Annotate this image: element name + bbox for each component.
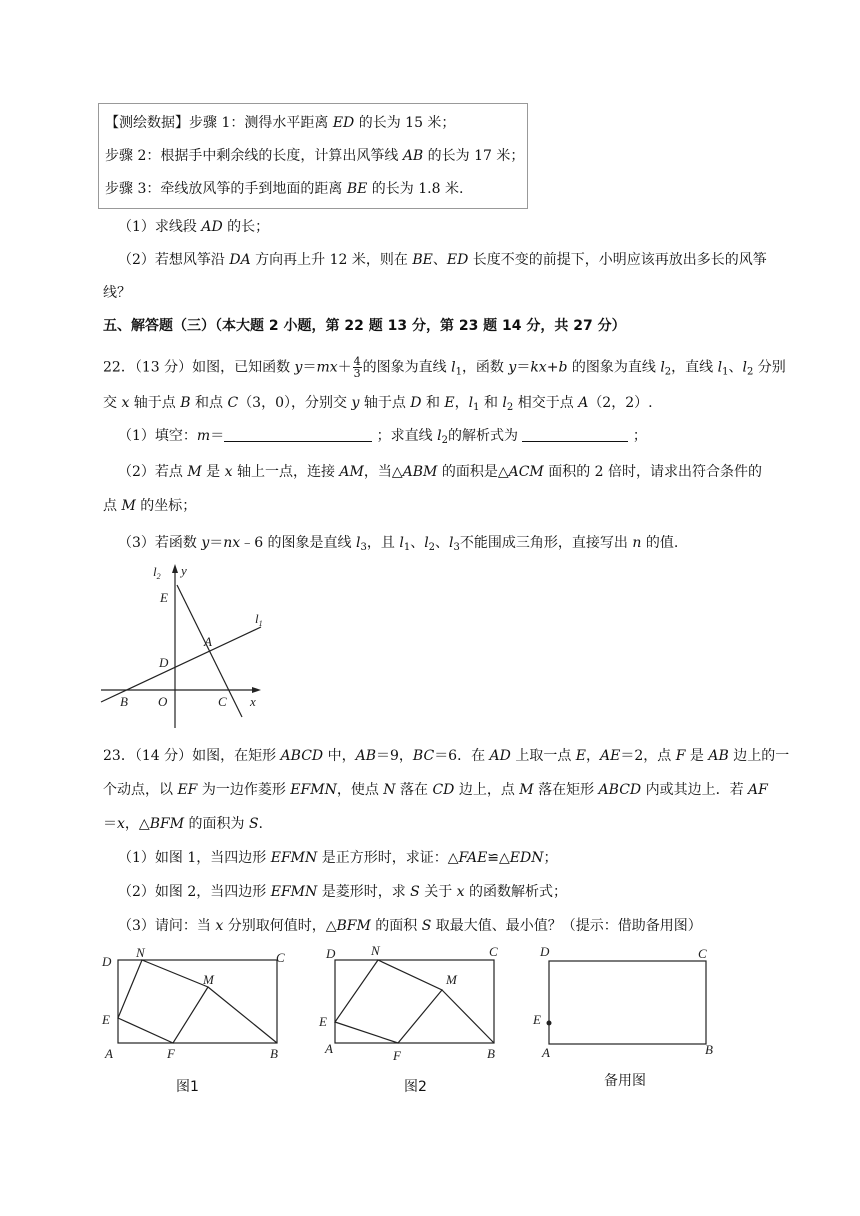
fig2-label-D: D <box>326 946 336 961</box>
label-D: D <box>159 655 169 670</box>
fig2-label-N: N <box>371 943 380 958</box>
fraction-four-thirds: $\frac{4}{3}$ <box>353 355 361 380</box>
fig2-label-E: E <box>319 1014 327 1029</box>
q23-figure-2 <box>318 942 518 1062</box>
fig2-label-M: M <box>446 972 457 987</box>
y-axis-arrow <box>172 564 178 573</box>
fig1-label-E: E <box>102 1012 110 1027</box>
q23-part-1: （1）如图 1，当四边形 EFMN 是正方形时，求证：△FAE≌△EDN； <box>118 850 558 866</box>
figure-1-caption: 图1 <box>176 1079 199 1095</box>
fig3-label-E: E <box>533 1012 541 1027</box>
backup-figure-caption: 备用图 <box>604 1073 646 1089</box>
label-l2: $l_2$ <box>153 564 161 581</box>
label-C: C <box>218 694 227 709</box>
rhombus-EFMN <box>335 960 442 1043</box>
point-E <box>547 1021 552 1026</box>
box-line-2: 步骤 2：根据手中剩余线的长度，计算出风筝线 AB 的长为 17 米； <box>105 148 525 164</box>
rectangle-ABCD <box>118 960 277 1043</box>
q22-part-3: （3）若函数 y＝nx﹣6 的图象是直线 $l_3$，且 $l_1$、$l_2$、$l_3$不能围成三角形，直接写出 n 的值. <box>118 535 679 553</box>
line-l1 <box>101 627 261 702</box>
q22-intro-line-2: 交 x 轴于点 B 和点 C（3，0），分别交 y 轴于点 D 和 E，$l_1$ 和 $l_2$ 相交于点 A（2，2）. <box>103 395 653 413</box>
fig1-label-N: N <box>136 945 145 960</box>
figure-2-caption: 图2 <box>404 1079 427 1095</box>
q21-part-2-cont: 线？ <box>103 285 131 301</box>
q22-coordinate-figure <box>95 560 270 735</box>
q22-part-2: （2）若点 M 是 x 轴上一点，连接 AM，当△ABM 的面积是△ACM 面积的 2 倍时，请求出符合条件的 <box>118 464 763 480</box>
q23-intro: 23．（14 分）如图，在矩形 ABCD 中，AB＝9，BC＝6．在 AD 上取一点 E，AE＝2，点 F 是 AB 边上的一 <box>103 748 790 764</box>
label-x: x <box>250 694 256 709</box>
segment-MB <box>208 987 277 1043</box>
q22-part-1: （1）填空：m＝ ；求直线 $l_2$的解析式为 ； <box>118 428 647 446</box>
q23-figure-1 <box>98 942 298 1062</box>
label-B: B <box>120 694 128 709</box>
label-E: E <box>160 590 168 605</box>
x-axis-arrow <box>252 687 261 693</box>
fig2-label-C: C <box>489 944 498 959</box>
fig3-label-D: D <box>540 944 550 959</box>
q23-backup-figure <box>528 942 728 1062</box>
q21-part-2: （2）若想风筝沿 DA 方向再上升 12 米，则在 BE、ED 长度不变的前提下，小明应该再放出多长的风筝 <box>118 252 767 268</box>
fig1-label-D: D <box>102 954 112 969</box>
q22-intro: 22．（13 分）如图，已知函数 y＝mx＋ $\frac{4}{3}$ 的图象为直线 $l_1$，函数 y＝kx+b 的图象为直线 $l_2$，直线 $l_1$、$l_2$ 分别 <box>103 355 786 380</box>
answer-blank-m[interactable] <box>224 427 372 442</box>
segment-MB <box>442 990 494 1043</box>
fig1-label-B: B <box>270 1046 278 1061</box>
q23-part-2: （2）如图 2，当四边形 EFMN 是菱形时，求 S 关于 x 的函数解析式； <box>118 884 568 900</box>
box-line-1: 【测绘数据】步骤 1：测得水平距离 ED 的长为 15 米； <box>105 115 456 131</box>
fig1-label-A: A <box>105 1046 113 1061</box>
fig3-label-A: A <box>542 1045 550 1060</box>
q23-intro-line-2: 个动点，以 EF 为一边作菱形 EFMN，使点 N 落在 CD 边上，点 M 落在矩形 ABCD 内或其边上．若 AF <box>103 782 768 798</box>
rectangle-ABCD <box>549 961 706 1044</box>
q23-part-3: （3）请问：当 x 分别取何值时，△BFM 的面积 S 取最大值、最小值？（提示：借助备用图） <box>118 918 702 934</box>
survey-data-box <box>98 103 528 209</box>
label-O: O <box>158 694 168 709</box>
q22-part-2-cont: 点 M 的坐标； <box>103 498 197 514</box>
fig3-label-B: B <box>705 1042 713 1057</box>
q21-part-1: （1）求线段 AD 的长； <box>118 219 270 235</box>
fig1-label-C: C <box>276 950 285 965</box>
fig2-label-A: A <box>325 1041 333 1056</box>
answer-blank-l2[interactable] <box>522 427 628 442</box>
fig1-label-M: M <box>203 972 214 987</box>
fig2-label-F: F <box>393 1048 401 1062</box>
section-heading: 五、解答题（三）（本大题 2 小题，第 22 题 13 分，第 23 题 14 分，共 27 分） <box>103 318 626 334</box>
box-line-3: 步骤 3：牵线放风筝的手到地面的距离 BE 的长为 1.8 米. <box>105 181 464 197</box>
q23-intro-line-3: ＝x，△BFM 的面积为 S. <box>103 816 263 832</box>
label-A: A <box>204 634 212 649</box>
square-EFMN <box>118 960 208 1043</box>
fig3-label-C: C <box>698 946 707 961</box>
label-y: y <box>181 563 187 578</box>
line-l2 <box>177 585 242 717</box>
fig2-label-B: B <box>487 1046 495 1061</box>
label-l1: $l_1$ <box>255 611 263 628</box>
fig1-label-F: F <box>167 1046 175 1061</box>
